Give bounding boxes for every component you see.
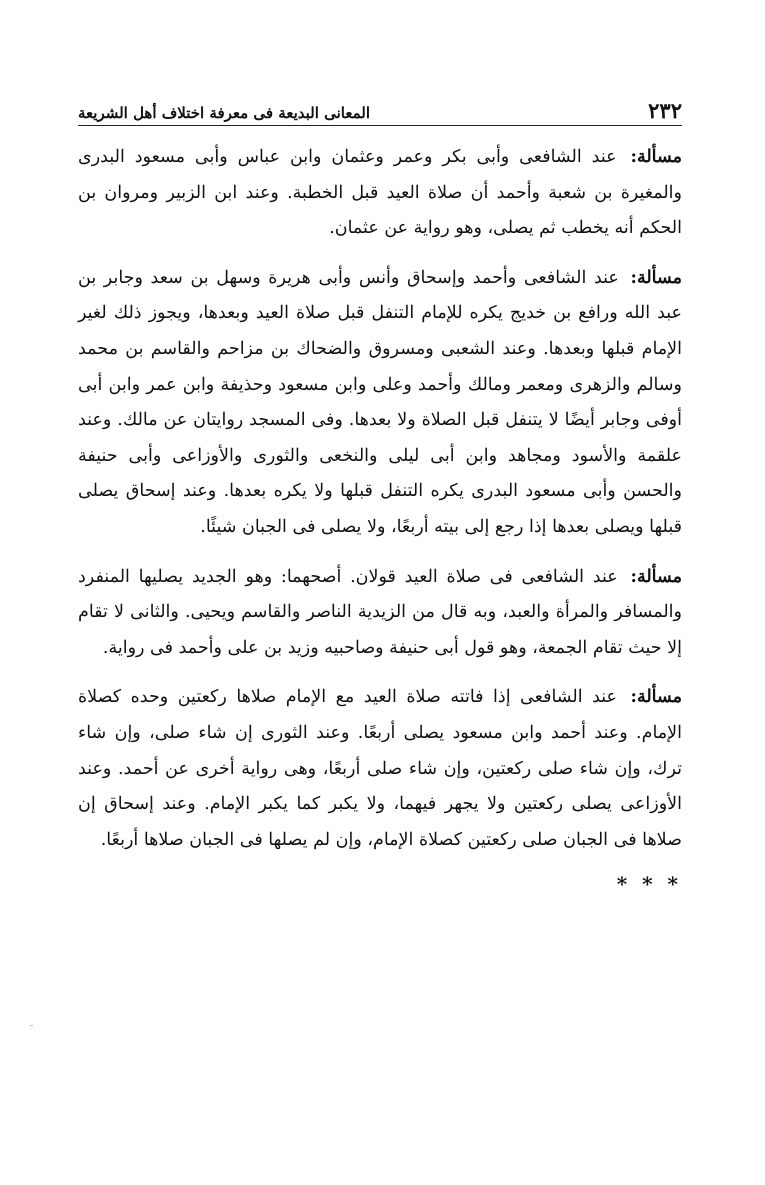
paragraph-text: عند الشافعى إذا فاتته صلاة العيد مع الإمام صلاها ركعتين وحده كصلاة الإمام. وعند أحمد وابن مسعود يصلى أربعًا. وعند الثورى إن شاء صلى، وإن شاء ترك، وإن شاء صلى ركعتين، وإن شاء صلى أربعًا، وهى رواية أخرى عن أحمد. وعند الأوزاعى يصلى ركعتين ولا يجهر فيهما، ولا يكبر كما يكبر الإمام. وعند إسحاق إن صلاها فى الجبان صلى ركعتين كصلاة الإمام، وإن لم يصلها فى الجبان صلاها أربعًا. <box>78 687 682 850</box>
masala-paragraph-3 <box>78 560 682 667</box>
masala-label: مسألة: <box>630 147 682 167</box>
scan-artifact <box>30 1025 33 1026</box>
masala-label: مسألة: <box>630 267 682 288</box>
paragraph-text: عند الشافعى وأحمد وإسحاق وأنس وأبى هريرة وسهل بن سعد وجابر بن عبد الله ورافع بن خديج يكره للإمام التنفل قبل صلاة العيد وبعدها، ويجوز ذلك لغير الإمام قبلها وبعدها. وعند الشعبى ومسروق والضحاك بن مزاحم والقاسم بن محمد وسالم والزهرى ومعمر ومالك وأحمد وعلى وابن مسعود وحذيفة وابن عمر وابن أبى أوفى وجابر أيضًا لا يتنفل قبل الصلاة ولا بعدها. وفى المسجد روايتان عن مالك. وعند علقمة والأسود ومجاهد وابن أبى ليلى والنخعى والثورى والأوزاعى وأبى حنيفة والحسن وأبى مسعود البدرى يكره التنفل قبلها ولا يكره بعدها. وعند إسحاق يصلى قبلها ويصلى بعدها إذا رجع إلى بيته أربعًا، ولا يصلى فى الجبان شيئًا. <box>78 267 682 537</box>
page-number: ٢٣٢ <box>648 98 682 123</box>
book-title: المعانى البديعة فى معرفة اختلاف أهل الشريعة <box>78 104 371 122</box>
paragraph-text: عند الشافعى وأبى بكر وعمر وعثمان وابن عباس وأبى مسعود البدرى والمغيرة بن شعبة وأحمد أن صلاة العيد قبل الخطبة. وعند ابن الزبير ومروان بن الحكم أنه يخطب ثم يصلى، وهو رواية عن عثمان. <box>78 147 682 239</box>
running-header <box>78 92 682 126</box>
masala-paragraph-2 <box>78 261 682 546</box>
paragraph-text: عند الشافعى فى صلاة العيد قولان. أصحهما: وهو الجديد يصليها المنفرد والمسافر والمرأة والعبد، وبه قال من الزيدية الناصر والقاسم ويحيى. والثانى لا تقام إلا حيث تقام الجمعة، وهو قول أبى حنيفة وصاحبيه وزيد بن على وأحمد فى رواية. <box>78 566 682 658</box>
masala-paragraph-4 <box>78 680 682 858</box>
masala-paragraph-1 <box>78 140 682 247</box>
masala-label: مسألة: <box>630 566 682 587</box>
text-body <box>78 140 682 896</box>
section-end-ornament: * * * <box>616 872 682 897</box>
masala-label: مسألة: <box>630 687 682 708</box>
